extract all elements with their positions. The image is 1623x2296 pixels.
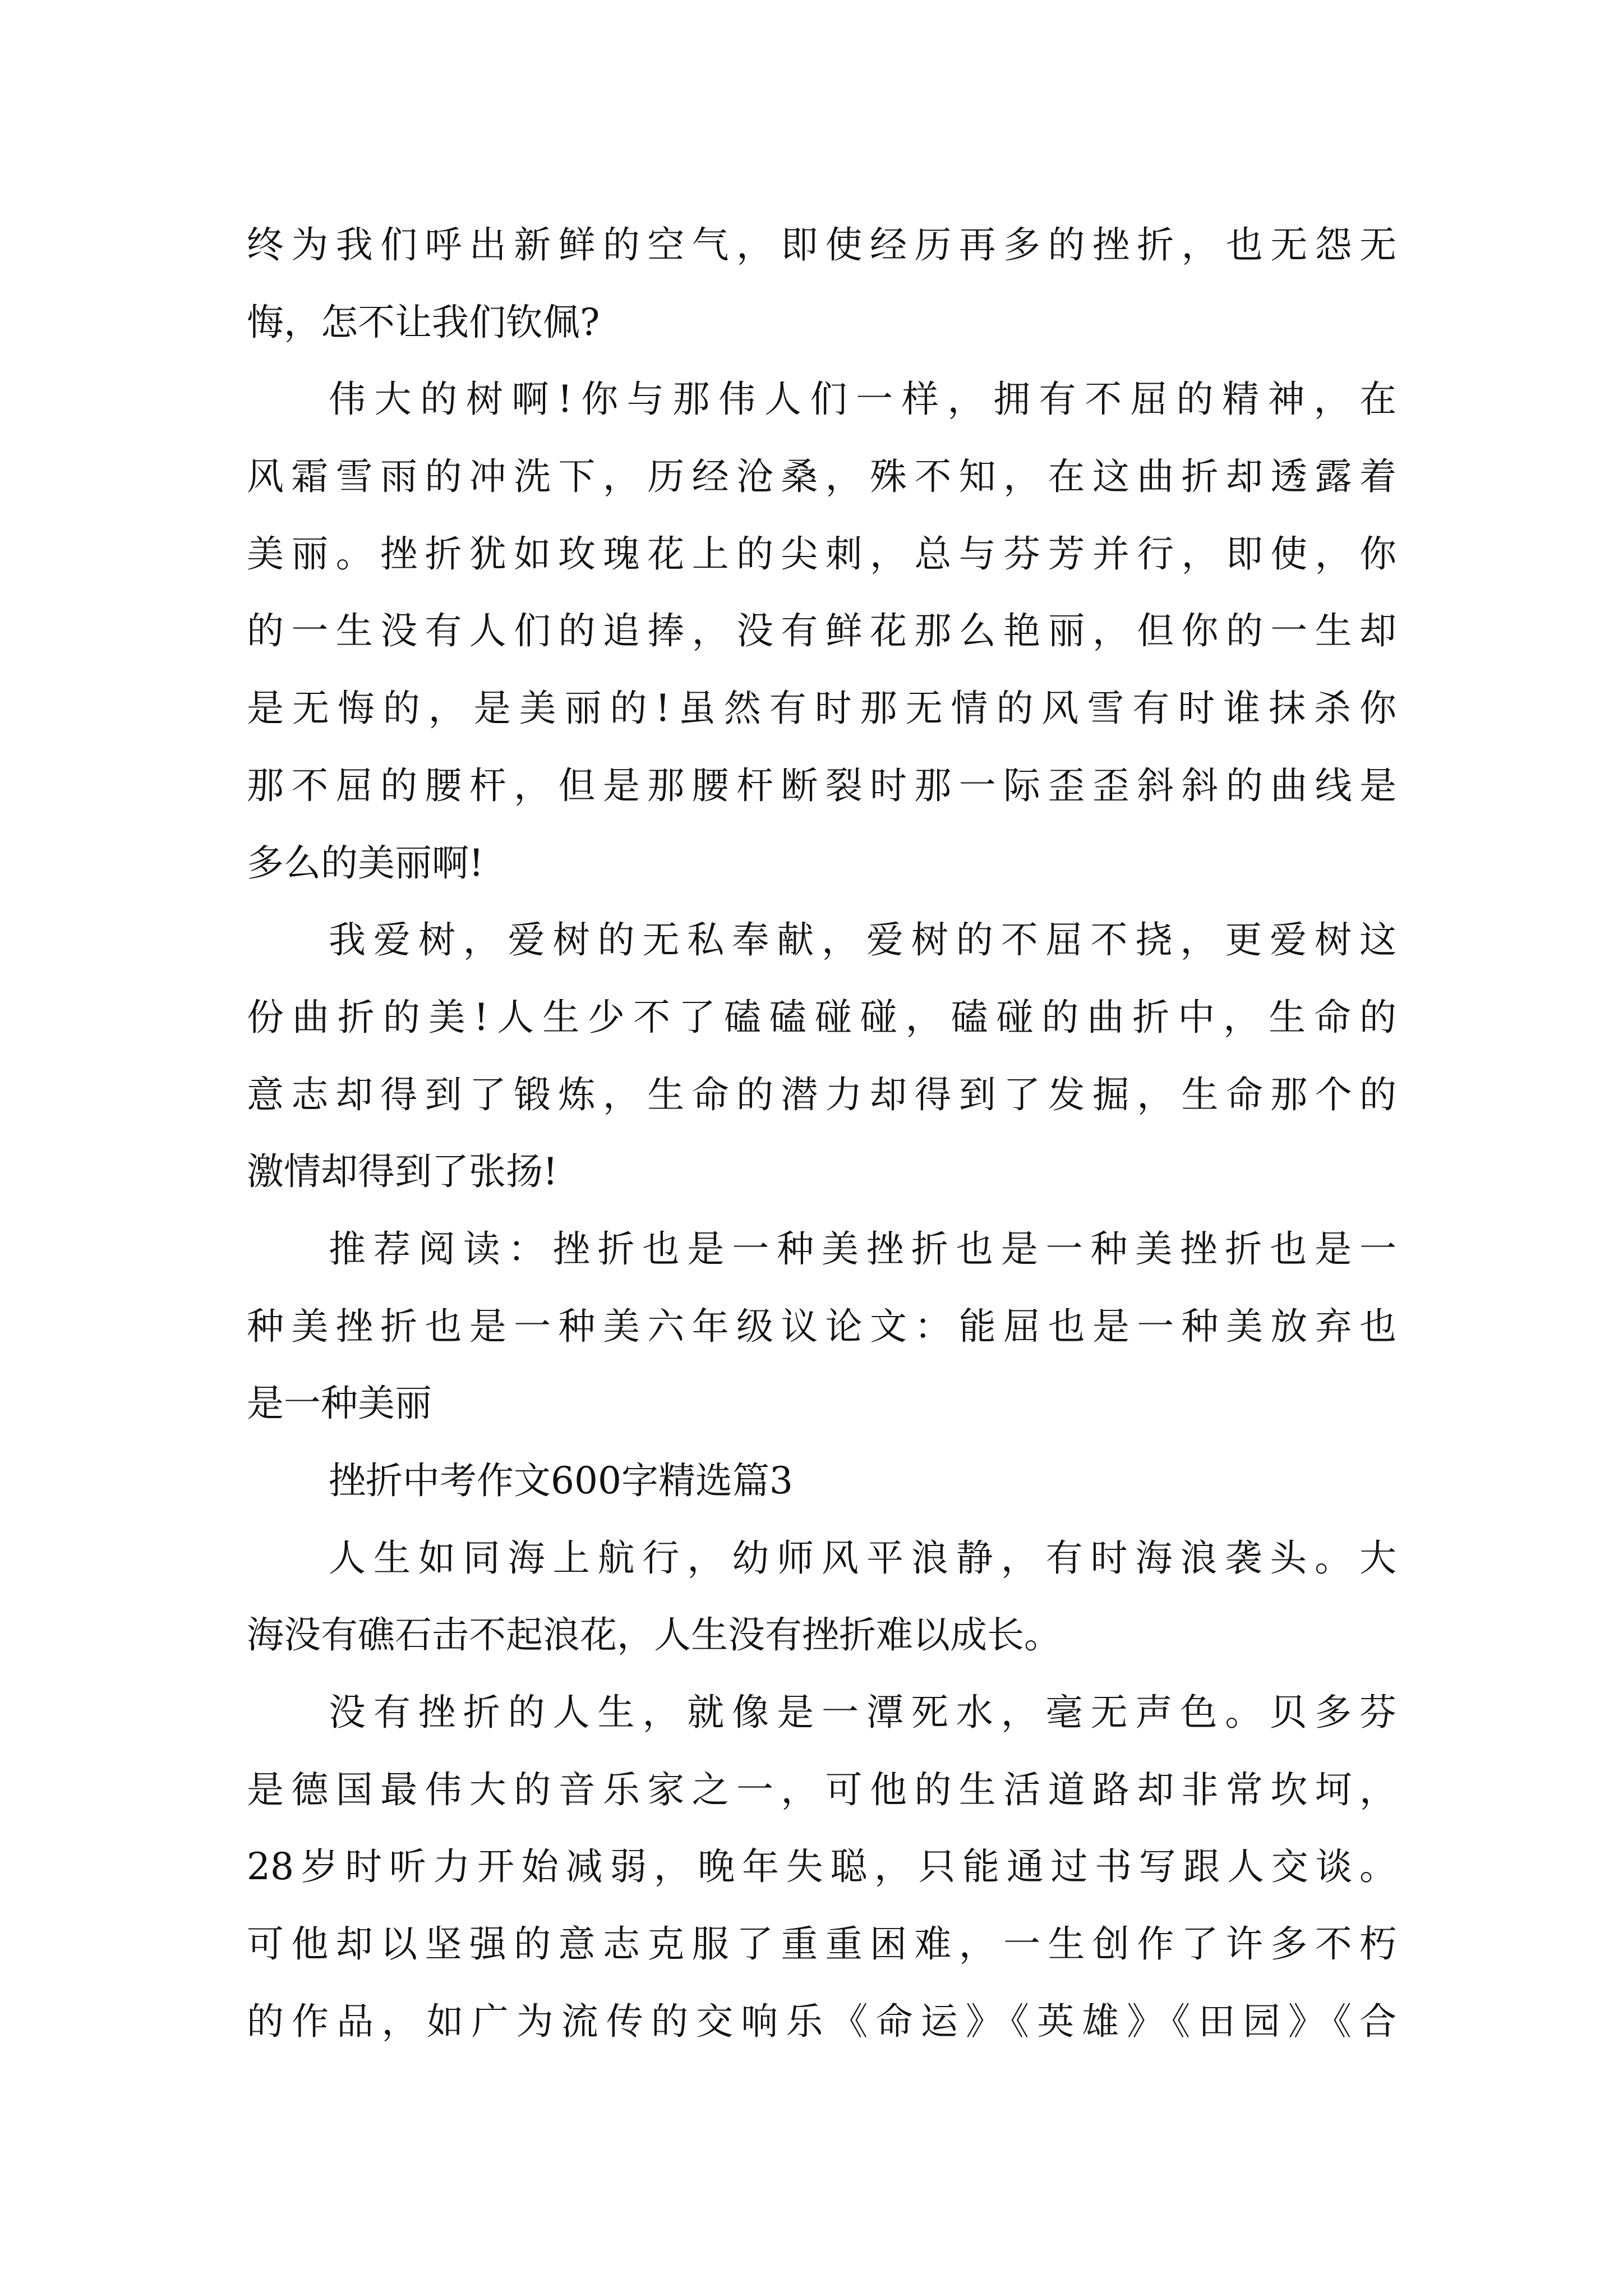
text-line: 多么的美丽啊! <box>247 841 484 885</box>
text-line: 风霜雪雨的冲洗下，历经沧桑，殊不知，在这曲折却透露着 <box>247 455 1396 499</box>
text-line: 种美挫折也是一种美六年级议论文：能屈也是一种美放弃也 <box>247 1304 1396 1348</box>
text-line: 人生如同海上航行，幼师风平浪静，有时海浪袭头。大 <box>329 1536 1396 1580</box>
text-line: 是无悔的，是美丽的!虽然有时那无情的风雪有时谁抹杀你 <box>247 687 1396 730</box>
text-line: 美丽。挫折犹如玫瑰花上的尖刺，总与芬芳并行，即使，你 <box>247 532 1396 576</box>
text-line: 我爱树，爱树的无私奉献，爱树的不屈不挠，更爱树这 <box>329 918 1396 962</box>
text-line: 的一生没有人们的追捧，没有鲜花那么艳丽，但你的一生却 <box>247 609 1396 653</box>
text-line: 悔，怎不让我们钦佩? <box>247 300 600 344</box>
text-line: 意志却得到了锻炼，生命的潜力却得到了发掘，生命那个的 <box>247 1073 1396 1116</box>
text-line: 28岁时听力开始减弱，晚年失聪，只能通过书写跟人交谈。 <box>247 1845 1396 1889</box>
text-line: 可他却以坚强的意志克服了重重困难，一生创作了许多不朽 <box>247 1922 1396 1966</box>
text-line: 那不屈的腰杆，但是那腰杆断裂时那一际歪歪斜斜的曲线是 <box>247 763 1396 807</box>
text-line: 份曲折的美!人生少不了磕磕碰碰，磕碰的曲折中，生命的 <box>247 995 1396 1039</box>
text-line: 是德国最伟大的音乐家之一，可他的生活道路却非常坎坷， <box>247 1768 1396 1811</box>
text-line: 推荐阅读：挫折也是一种美挫折也是一种美挫折也是一 <box>329 1227 1396 1271</box>
text-line: 挫折中考作文600字精选篇3 <box>329 1459 793 1502</box>
text-line: 激情却得到了张扬! <box>247 1150 558 1194</box>
text-line: 的作品，如广为流传的交响乐《命运》《英雄》《田园》《合 <box>247 1999 1396 2043</box>
text-line: 终为我们呼出新鲜的空气，即使经历再多的挫折，也无怨无 <box>247 223 1396 266</box>
text-line: 是一种美丽 <box>247 1382 432 1425</box>
text-line: 伟大的树啊!你与那伟人们一样，拥有不屈的精神，在 <box>329 378 1396 421</box>
text-line: 没有挫折的人生，就像是一潭死水，毫无声色。贝多芬 <box>329 1691 1396 1734</box>
document-body <box>247 206 1396 2060</box>
text-line: 海没有礁石击不起浪花，人生没有挫折难以成长。 <box>247 1613 1061 1657</box>
